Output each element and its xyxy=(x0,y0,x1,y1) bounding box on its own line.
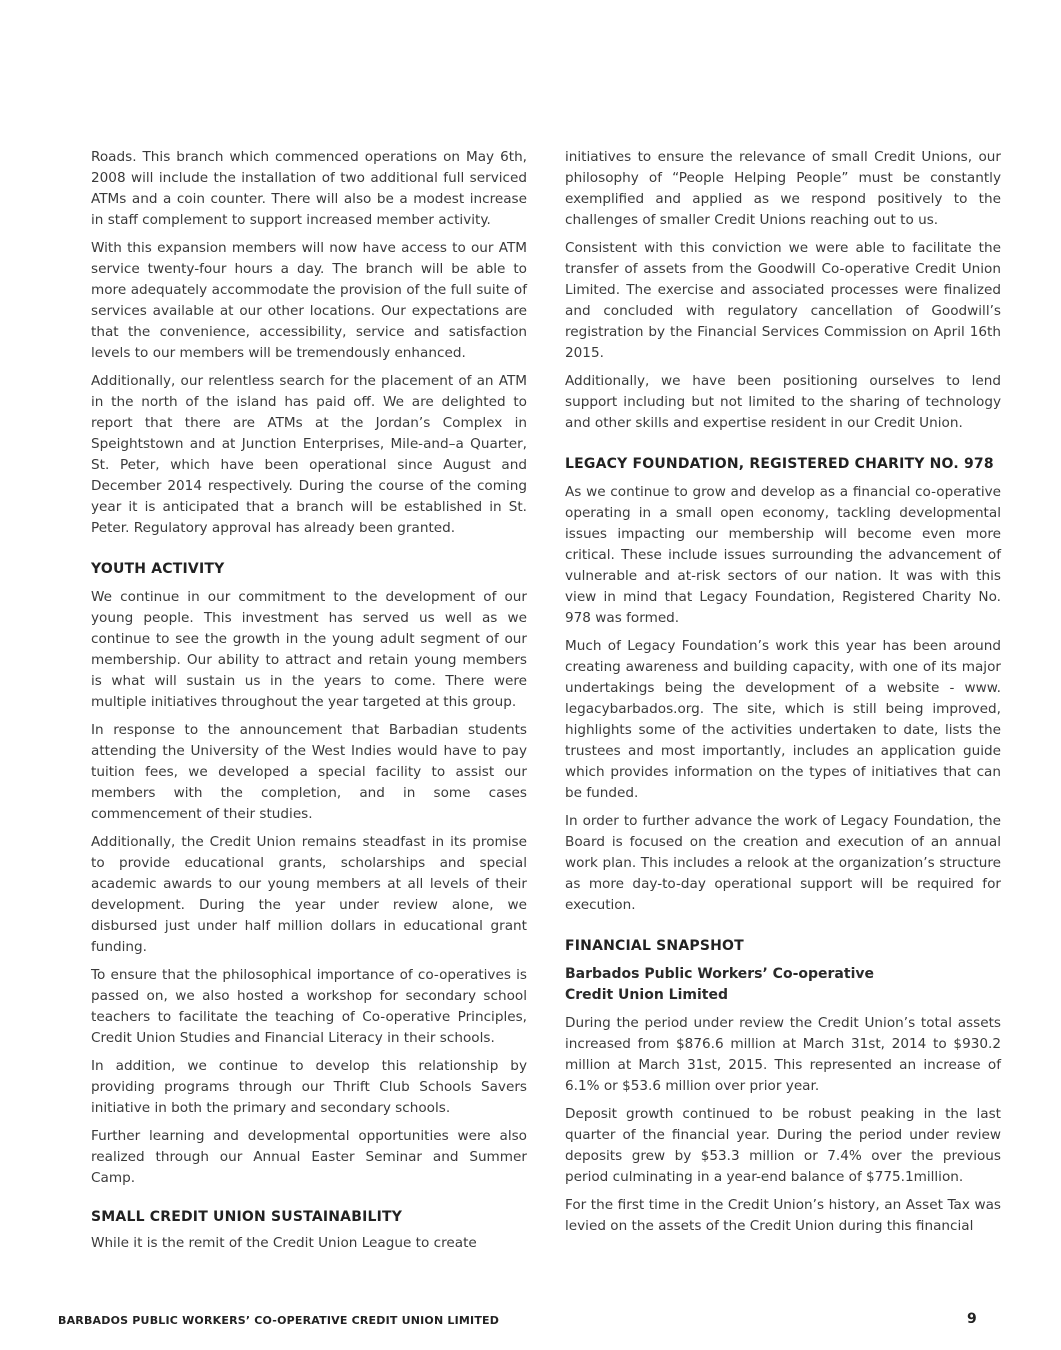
paragraph: In response to the announcement that Barbadian students attending the University of the West Indies would have to pay tuition fees, we developed a special facility to assist our members with the completion, and in some cases commencement of their studies. xyxy=(91,722,527,822)
paragraph: initiatives to ensure the relevance of small Credit Unions, our philosophy of “People Helping People” must be constantly exemplified and applied as we respond positively to the challenges of smaller Credit Unions reaching out to us. xyxy=(565,149,1001,228)
paragraph: In addition, we continue to develop this relationship by providing programs through our Thrift Club Schools Savers initiative in both the primary and secondary schools. xyxy=(91,1058,527,1116)
paragraph: While it is the remit of the Credit Union League to create xyxy=(91,1235,477,1251)
section-heading-small-credit-union: SMALL CREDIT UNION SUSTAINABILITY xyxy=(91,1209,403,1225)
paragraph: Additionally, we have been positioning ourselves to lend support including but not limited to the sharing of technology and other skills and expertise resident in our Credit Union. xyxy=(565,373,1001,431)
section-heading-legacy-foundation: LEGACY FOUNDATION, REGISTERED CHARITY NO. 978 xyxy=(565,456,994,472)
paragraph: Additionally, the Credit Union remains steadfast in its promise to provide educational grants, scholarships and special academic awards to our young members at all levels of their development. During the year under review alone, we disbursed just under half million dollars in educational grant funding. xyxy=(91,834,527,955)
paragraph: To ensure that the philosophical importance of co-operatives is passed on, we also hosted a workshop for secondary school teachers to facilitate the teaching of Co-operative Principles, Credit Union Studies and Financial Literacy in their schools. xyxy=(91,967,527,1046)
subheading-line: Credit Union Limited xyxy=(565,987,728,1003)
paragraph: Much of Legacy Foundation’s work this year has been around creating awareness and building capacity, with one of its major undertakings being the development of a website - www. legacybarbados.org. The site, which is still being improved, highlights some of the activities undertaken to date, lists the trustees and most importantly, includes an application guide which provides information on the types of initiatives that can be funded. xyxy=(565,638,1001,801)
paragraph: As we continue to grow and develop as a financial co-operative operating in a small open economy, tackling developmental issues impacting our membership will become even more critical. These include issues surrounding the advancement of vulnerable and at-risk sectors of our nation. It was with this view in mind that Legacy Foundation, Registered Charity No. 978 was formed. xyxy=(565,484,1001,626)
paragraph: Additionally, our relentless search for the placement of an ATM in the north of the island has paid off. We are delighted to report that there are ATMs at the Jordan’s Complex in Speightstown and at Junction Enterprises, Mile-and–a Quarter, St. Peter, which have been operational since August and December 2014 respectively. During the course of the coming year it is anticipated that a branch will be established in St. Peter. Regulatory approval has already been granted. xyxy=(91,373,527,536)
right-column xyxy=(565,147,1001,1244)
paragraph: Roads. This branch which commenced operations on May 6th, 2008 will include the installation of two additional full serviced ATMs and a coin counter. There will also be a modest increase in staff complement to support increased member activity. xyxy=(91,149,527,228)
paragraph: With this expansion members will now have access to our ATM service twenty-four hours a day. The branch will be able to more adequately accommodate the provision of the full suite of services available at our other locations. Our expectations are that the convenience, accessibility, service and satisfaction levels to our members will be tremendously enhanced. xyxy=(91,240,527,361)
left-column xyxy=(91,147,527,1261)
paragraph: Consistent with this conviction we were able to facilitate the transfer of assets from the Goodwill Co-operative Credit Union Limited. The exercise and associated processes were finalized and concluded with regulatory cancellation of Goodwill’s registration by the Financial Services Commission on April 16th 2015. xyxy=(565,240,1001,361)
subheading-organization xyxy=(565,964,1001,1006)
section-heading-youth-activity: YOUTH ACTIVITY xyxy=(91,561,225,577)
paragraph: Further learning and developmental opportunities were also realized through our Annual Easter Seminar and Summer Camp. xyxy=(91,1128,527,1186)
paragraph: For the first time in the Credit Union’s history, an Asset Tax was levied on the assets of the Credit Union during this financial xyxy=(565,1197,1001,1234)
paragraph: In order to further advance the work of Legacy Foundation, the Board is focused on the creation and execution of an annual work plan. This includes a relook at the organization’s structure as more day-to-day operational support will be required for execution. xyxy=(565,813,1001,913)
paragraph: During the period under review the Credit Union’s total assets increased from $876.6 million at March 31st, 2014 to $930.2 million at March 31st, 2015. This represented an increase of 6.1% or $53.6 million over prior year. xyxy=(565,1015,1001,1094)
paragraph: Deposit growth continued to be robust peaking in the last quarter of the financial year. During the period under review deposits grew by $53.3 million or 7.4% over the previous period culminating in a year-end balance of $775.1million. xyxy=(565,1106,1001,1185)
subheading-line: Barbados Public Workers’ Co-operative xyxy=(565,966,874,982)
paragraph: We continue in our commitment to the development of our young people. This investment has served us well as we continue to see the growth in the young adult segment of our membership. Our ability to attract and retain young members is what will sustain us in the years to come. There were multiple initiatives throughout the year targeted at this group. xyxy=(91,589,527,710)
section-heading-financial-snapshot: FINANCIAL SNAPSHOT xyxy=(565,938,744,954)
page-number: 9 xyxy=(967,1311,977,1327)
footer-title: BARBADOS PUBLIC WORKERS’ CO-OPERATIVE CREDIT UNION LIMITED xyxy=(58,1314,500,1327)
